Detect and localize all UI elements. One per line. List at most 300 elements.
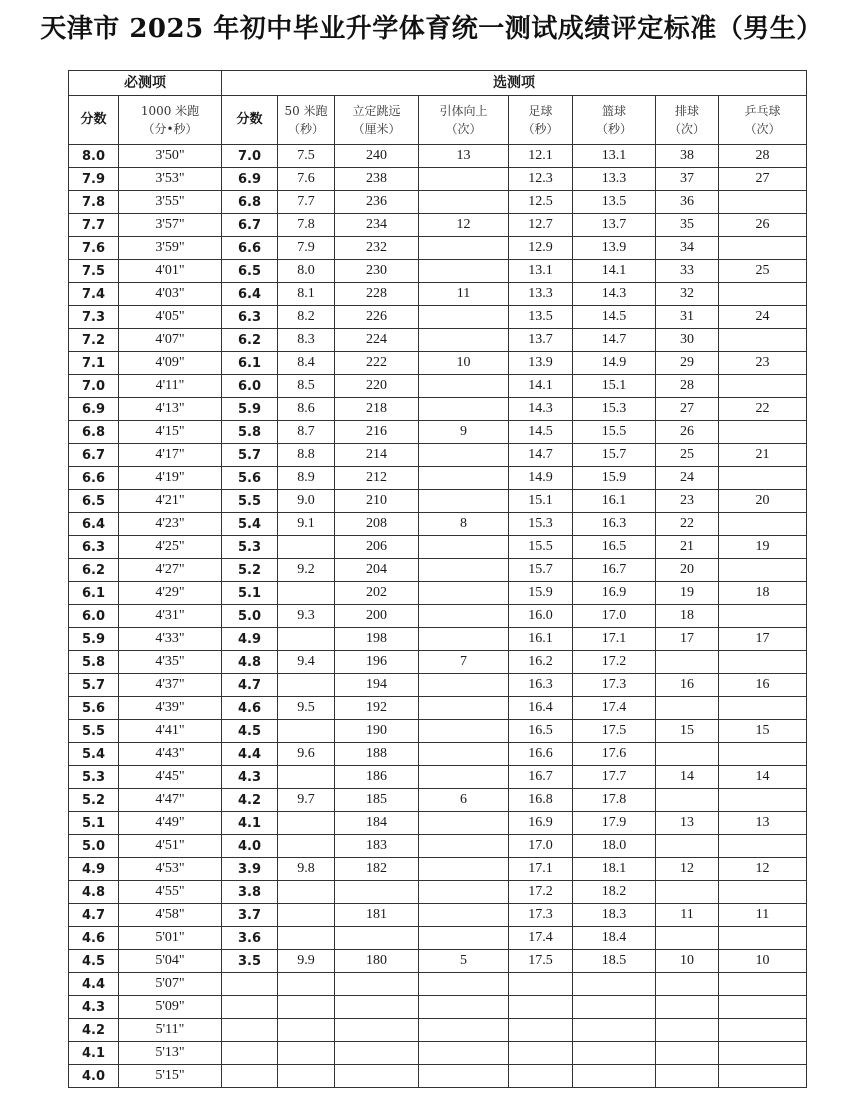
basketball-cell: 17.3 — [573, 674, 656, 697]
football-cell: 14.5 — [509, 421, 573, 444]
run-1000m-cell: 4'47" — [119, 789, 222, 812]
required-score-cell: 7.5 — [69, 260, 119, 283]
volleyball-cell: 12 — [656, 858, 719, 881]
volleyball-cell: 20 — [656, 559, 719, 582]
basketball-cell: 14.7 — [573, 329, 656, 352]
table-tennis-cell: 10 — [719, 950, 807, 973]
table-row — [69, 605, 807, 628]
run-1000m-cell: 4'55" — [119, 881, 222, 904]
football-cell: 15.9 — [509, 582, 573, 605]
required-score-cell: 7.0 — [69, 375, 119, 398]
pull-up-cell — [419, 973, 509, 996]
required-score-cell: 6.0 — [69, 605, 119, 628]
pull-up-cell — [419, 743, 509, 766]
run-1000m-cell: 5'07" — [119, 973, 222, 996]
sprint-50m-cell — [278, 674, 335, 697]
pull-up-cell — [419, 582, 509, 605]
run-1000m-cell: 4'53" — [119, 858, 222, 881]
run-1000m-cell: 5'01" — [119, 927, 222, 950]
table-tennis-cell — [719, 996, 807, 1019]
run-1000m-cell: 4'11" — [119, 375, 222, 398]
table-row — [69, 697, 807, 720]
pull-up-cell — [419, 904, 509, 927]
pull-up-cell: 8 — [419, 513, 509, 536]
long-jump-cell: 232 — [335, 237, 419, 260]
basketball-cell: 13.7 — [573, 214, 656, 237]
table-tennis-cell — [719, 237, 807, 260]
run-1000m-cell: 4'37" — [119, 674, 222, 697]
football-cell: 12.9 — [509, 237, 573, 260]
required-score-cell: 4.6 — [69, 927, 119, 950]
run-1000m-cell: 5'09" — [119, 996, 222, 1019]
table-row — [69, 214, 807, 237]
volleyball-cell: 27 — [656, 398, 719, 421]
table-row — [69, 1065, 807, 1088]
required-score-cell: 4.8 — [69, 881, 119, 904]
table-row — [69, 927, 807, 950]
optional-score-cell: 5.8 — [222, 421, 278, 444]
pull-up-cell — [419, 812, 509, 835]
table-row — [69, 628, 807, 651]
table-tennis-cell — [719, 513, 807, 536]
table-tennis-cell: 17 — [719, 628, 807, 651]
sprint-50m-cell — [278, 927, 335, 950]
sprint-50m-cell: 9.2 — [278, 559, 335, 582]
long-jump-cell: 216 — [335, 421, 419, 444]
sprint-50m-cell: 9.9 — [278, 950, 335, 973]
run-1000m-cell: 4'29" — [119, 582, 222, 605]
required-score-cell: 4.3 — [69, 996, 119, 1019]
pull-up-cell — [419, 168, 509, 191]
basketball-cell: 18.5 — [573, 950, 656, 973]
football-cell: 16.4 — [509, 697, 573, 720]
sprint-50m-cell: 8.3 — [278, 329, 335, 352]
basketball-cell: 15.5 — [573, 421, 656, 444]
required-score-cell: 4.7 — [69, 904, 119, 927]
run-1000m-cell: 4'51" — [119, 835, 222, 858]
run-1000m-cell: 4'09" — [119, 352, 222, 375]
basketball-cell: 16.7 — [573, 559, 656, 582]
run-1000m-cell: 4'43" — [119, 743, 222, 766]
table-tennis-cell: 21 — [719, 444, 807, 467]
required-score-cell: 6.7 — [69, 444, 119, 467]
basketball-cell: 17.2 — [573, 651, 656, 674]
basketball-cell: 14.5 — [573, 306, 656, 329]
table-row — [69, 904, 807, 927]
football-cell: 13.7 — [509, 329, 573, 352]
required-score-cell: 5.2 — [69, 789, 119, 812]
volleyball-cell — [656, 996, 719, 1019]
table-tennis-cell: 12 — [719, 858, 807, 881]
required-score-cell: 6.6 — [69, 467, 119, 490]
volleyball-cell: 14 — [656, 766, 719, 789]
football-cell: 14.3 — [509, 398, 573, 421]
football-cell: 16.3 — [509, 674, 573, 697]
required-score-cell: 5.3 — [69, 766, 119, 789]
table-row — [69, 1042, 807, 1065]
football-cell: 12.5 — [509, 191, 573, 214]
sprint-50m-cell — [278, 996, 335, 1019]
volleyball-header: 排球 （次） — [656, 96, 719, 145]
pull-up-cell — [419, 697, 509, 720]
optional-score-header: 分数 — [222, 96, 278, 145]
table-tennis-cell — [719, 835, 807, 858]
sprint-50m-cell — [278, 973, 335, 996]
football-cell: 12.7 — [509, 214, 573, 237]
run-1000m-cell: 4'33" — [119, 628, 222, 651]
sprint-50m-cell: 9.7 — [278, 789, 335, 812]
volleyball-cell: 19 — [656, 582, 719, 605]
sprint-50m-cell: 9.1 — [278, 513, 335, 536]
football-header: 足球 （秒） — [509, 96, 573, 145]
long-jump-cell: 240 — [335, 145, 419, 168]
required-score-cell: 8.0 — [69, 145, 119, 168]
long-jump-cell — [335, 973, 419, 996]
pull-up-cell — [419, 720, 509, 743]
long-jump-cell: 196 — [335, 651, 419, 674]
basketball-cell: 15.9 — [573, 467, 656, 490]
long-jump-cell: 238 — [335, 168, 419, 191]
required-score-cell: 5.5 — [69, 720, 119, 743]
football-cell: 13.3 — [509, 283, 573, 306]
optional-score-cell: 4.4 — [222, 743, 278, 766]
sprint-50m-cell — [278, 881, 335, 904]
pull-up-cell — [419, 536, 509, 559]
football-cell: 16.6 — [509, 743, 573, 766]
table-tennis-cell: 25 — [719, 260, 807, 283]
basketball-cell: 13.5 — [573, 191, 656, 214]
table-tennis-cell: 19 — [719, 536, 807, 559]
football-cell: 17.4 — [509, 927, 573, 950]
optional-score-cell: 5.4 — [222, 513, 278, 536]
required-score-cell: 6.8 — [69, 421, 119, 444]
sprint-50m-cell: 8.8 — [278, 444, 335, 467]
volleyball-cell: 37 — [656, 168, 719, 191]
optional-score-cell: 6.3 — [222, 306, 278, 329]
required-score-header: 分数 — [69, 96, 119, 145]
volleyball-cell: 10 — [656, 950, 719, 973]
sprint-50m-cell: 8.1 — [278, 283, 335, 306]
football-cell: 13.5 — [509, 306, 573, 329]
sprint-50m-cell — [278, 812, 335, 835]
basketball-cell: 15.1 — [573, 375, 656, 398]
long-jump-cell: 234 — [335, 214, 419, 237]
table-tennis-cell: 28 — [719, 145, 807, 168]
required-score-cell: 7.4 — [69, 283, 119, 306]
table-row — [69, 490, 807, 513]
optional-score-cell: 5.9 — [222, 398, 278, 421]
volleyball-cell: 35 — [656, 214, 719, 237]
sprint-50m-cell — [278, 582, 335, 605]
pull-up-cell — [419, 237, 509, 260]
long-jump-cell — [335, 1042, 419, 1065]
table-tennis-cell: 23 — [719, 352, 807, 375]
run-1000m-cell: 3'57" — [119, 214, 222, 237]
table-tennis-cell: 24 — [719, 306, 807, 329]
table-row — [69, 283, 807, 306]
optional-score-cell: 4.7 — [222, 674, 278, 697]
table-row — [69, 835, 807, 858]
pull-up-cell: 10 — [419, 352, 509, 375]
pull-up-cell — [419, 398, 509, 421]
table-row — [69, 674, 807, 697]
volleyball-cell: 31 — [656, 306, 719, 329]
volleyball-cell: 33 — [656, 260, 719, 283]
table-row — [69, 766, 807, 789]
long-jump-cell: 208 — [335, 513, 419, 536]
volleyball-cell — [656, 881, 719, 904]
football-cell — [509, 1065, 573, 1088]
sprint-50m-cell: 7.6 — [278, 168, 335, 191]
pull-up-cell — [419, 1042, 509, 1065]
document-title: 天津市 2025 年初中毕业升学体育统一测试成绩评定标准（男生） — [40, 14, 823, 44]
sprint-50m-cell: 9.3 — [278, 605, 335, 628]
volleyball-cell — [656, 1019, 719, 1042]
optional-score-cell: 6.9 — [222, 168, 278, 191]
volleyball-cell: 32 — [656, 283, 719, 306]
table-tennis-cell — [719, 329, 807, 352]
sprint-50m-cell: 7.9 — [278, 237, 335, 260]
run-1000m-cell: 4'01" — [119, 260, 222, 283]
table-tennis-cell: 15 — [719, 720, 807, 743]
pull-up-cell — [419, 260, 509, 283]
optional-score-cell — [222, 1065, 278, 1088]
football-cell: 17.1 — [509, 858, 573, 881]
required-score-cell: 7.9 — [69, 168, 119, 191]
run-1000m-cell: 4'58" — [119, 904, 222, 927]
optional-score-cell — [222, 1019, 278, 1042]
football-cell — [509, 996, 573, 1019]
long-jump-cell: 194 — [335, 674, 419, 697]
pull-up-cell — [419, 674, 509, 697]
sprint-50m-cell: 8.2 — [278, 306, 335, 329]
basketball-cell — [573, 996, 656, 1019]
volleyball-cell — [656, 973, 719, 996]
required-score-cell: 6.4 — [69, 513, 119, 536]
volleyball-cell: 23 — [656, 490, 719, 513]
run-1000m-cell: 4'19" — [119, 467, 222, 490]
volleyball-cell — [656, 1065, 719, 1088]
table-row — [69, 168, 807, 191]
volleyball-cell: 36 — [656, 191, 719, 214]
long-jump-cell: 230 — [335, 260, 419, 283]
volleyball-cell — [656, 1042, 719, 1065]
table-tennis-cell — [719, 605, 807, 628]
pull-up-cell — [419, 444, 509, 467]
sprint-50m-cell — [278, 1065, 335, 1088]
optional-score-cell: 7.0 — [222, 145, 278, 168]
run-1000m-cell: 5'04" — [119, 950, 222, 973]
basketball-cell: 17.6 — [573, 743, 656, 766]
basketball-cell: 15.7 — [573, 444, 656, 467]
optional-score-cell: 4.8 — [222, 651, 278, 674]
optional-score-cell: 4.1 — [222, 812, 278, 835]
pull-up-cell — [419, 375, 509, 398]
long-jump-cell: 198 — [335, 628, 419, 651]
required-score-cell: 7.6 — [69, 237, 119, 260]
pull-up-cell: 9 — [419, 421, 509, 444]
required-score-cell: 7.8 — [69, 191, 119, 214]
basketball-cell: 17.5 — [573, 720, 656, 743]
table-row — [69, 559, 807, 582]
sprint-50m-cell — [278, 904, 335, 927]
run-1000m-cell: 4'45" — [119, 766, 222, 789]
table-body — [69, 145, 807, 1088]
optional-score-cell: 6.8 — [222, 191, 278, 214]
long-jump-cell: 184 — [335, 812, 419, 835]
football-cell: 17.3 — [509, 904, 573, 927]
optional-score-cell: 3.7 — [222, 904, 278, 927]
pull-up-cell — [419, 835, 509, 858]
required-score-cell: 5.8 — [69, 651, 119, 674]
table-row — [69, 973, 807, 996]
table-tennis-cell: 20 — [719, 490, 807, 513]
run-1000m-cell: 4'35" — [119, 651, 222, 674]
football-cell: 17.0 — [509, 835, 573, 858]
sprint-50m-cell: 9.8 — [278, 858, 335, 881]
optional-score-cell: 4.5 — [222, 720, 278, 743]
long-jump-cell — [335, 996, 419, 1019]
basketball-cell — [573, 1042, 656, 1065]
volleyball-cell: 22 — [656, 513, 719, 536]
volleyball-cell: 13 — [656, 812, 719, 835]
long-jump-cell — [335, 1019, 419, 1042]
basketball-cell: 17.0 — [573, 605, 656, 628]
run-1000m-cell: 4'41" — [119, 720, 222, 743]
pull-up-cell — [419, 605, 509, 628]
table-row — [69, 513, 807, 536]
basketball-cell: 18.4 — [573, 927, 656, 950]
pull-up-cell: 6 — [419, 789, 509, 812]
table-tennis-cell — [719, 421, 807, 444]
sprint-50m-cell: 9.4 — [278, 651, 335, 674]
volleyball-cell: 16 — [656, 674, 719, 697]
football-cell: 13.9 — [509, 352, 573, 375]
required-group-header: 必测项 — [69, 71, 222, 96]
long-jump-cell: 190 — [335, 720, 419, 743]
run-1000m-cell: 4'03" — [119, 283, 222, 306]
run-1000m-cell: 4'13" — [119, 398, 222, 421]
sprint-50m-cell — [278, 1019, 335, 1042]
table-tennis-cell: 13 — [719, 812, 807, 835]
basketball-cell: 14.9 — [573, 352, 656, 375]
optional-score-cell: 4.2 — [222, 789, 278, 812]
required-score-cell: 6.5 — [69, 490, 119, 513]
table-row — [69, 881, 807, 904]
basketball-cell: 13.3 — [573, 168, 656, 191]
pull-up-cell: 11 — [419, 283, 509, 306]
optional-score-cell: 5.7 — [222, 444, 278, 467]
football-cell — [509, 1042, 573, 1065]
optional-score-cell: 5.2 — [222, 559, 278, 582]
required-score-cell: 6.9 — [69, 398, 119, 421]
table-row — [69, 1019, 807, 1042]
run-1000m-cell: 5'13" — [119, 1042, 222, 1065]
basketball-cell: 16.3 — [573, 513, 656, 536]
required-score-cell: 4.1 — [69, 1042, 119, 1065]
optional-score-cell — [222, 1042, 278, 1065]
table-tennis-cell: 18 — [719, 582, 807, 605]
basketball-cell: 18.0 — [573, 835, 656, 858]
standing-long-jump-header: 立定跳远 （厘米） — [335, 96, 419, 145]
basketball-cell: 14.1 — [573, 260, 656, 283]
long-jump-cell: 226 — [335, 306, 419, 329]
volleyball-cell: 25 — [656, 444, 719, 467]
table-row — [69, 237, 807, 260]
table-row — [69, 996, 807, 1019]
table-row — [69, 260, 807, 283]
required-score-cell: 7.3 — [69, 306, 119, 329]
optional-score-cell — [222, 973, 278, 996]
table-row — [69, 191, 807, 214]
long-jump-cell: 206 — [335, 536, 419, 559]
table-row — [69, 375, 807, 398]
basketball-cell: 17.7 — [573, 766, 656, 789]
required-score-cell: 4.5 — [69, 950, 119, 973]
long-jump-cell: 182 — [335, 858, 419, 881]
optional-score-cell: 6.2 — [222, 329, 278, 352]
table-tennis-cell — [719, 651, 807, 674]
long-jump-cell: 183 — [335, 835, 419, 858]
football-cell: 16.5 — [509, 720, 573, 743]
run-1000m-cell: 4'21" — [119, 490, 222, 513]
table-tennis-cell — [719, 789, 807, 812]
table-tennis-cell — [719, 1019, 807, 1042]
football-cell: 16.9 — [509, 812, 573, 835]
run-1000m-cell: 3'53" — [119, 168, 222, 191]
sprint-50m-cell — [278, 536, 335, 559]
basketball-cell: 16.1 — [573, 490, 656, 513]
long-jump-cell: 210 — [335, 490, 419, 513]
optional-score-cell: 3.5 — [222, 950, 278, 973]
volleyball-cell: 28 — [656, 375, 719, 398]
pull-up-cell — [419, 628, 509, 651]
table-row — [69, 812, 807, 835]
basketball-cell: 18.3 — [573, 904, 656, 927]
optional-score-cell: 3.6 — [222, 927, 278, 950]
long-jump-cell: 220 — [335, 375, 419, 398]
table-row — [69, 306, 807, 329]
pull-up-cell: 5 — [419, 950, 509, 973]
long-jump-cell: 212 — [335, 467, 419, 490]
volleyball-cell — [656, 835, 719, 858]
required-score-cell: 5.6 — [69, 697, 119, 720]
table-tennis-cell — [719, 697, 807, 720]
table-tennis-cell: 14 — [719, 766, 807, 789]
optional-score-cell: 5.5 — [222, 490, 278, 513]
table-row — [69, 789, 807, 812]
volleyball-cell: 34 — [656, 237, 719, 260]
football-cell: 14.9 — [509, 467, 573, 490]
run-1000m-cell: 4'25" — [119, 536, 222, 559]
table-tennis-cell — [719, 743, 807, 766]
long-jump-cell: 224 — [335, 329, 419, 352]
pull-up-cell — [419, 1019, 509, 1042]
optional-score-cell: 4.0 — [222, 835, 278, 858]
pull-up-cell — [419, 329, 509, 352]
table-row — [69, 858, 807, 881]
run-1000m-cell: 4'31" — [119, 605, 222, 628]
table-tennis-cell: 11 — [719, 904, 807, 927]
basketball-cell: 13.9 — [573, 237, 656, 260]
volleyball-cell: 26 — [656, 421, 719, 444]
long-jump-cell: 188 — [335, 743, 419, 766]
basketball-cell: 16.9 — [573, 582, 656, 605]
table-row — [69, 582, 807, 605]
score-standard-table — [68, 70, 807, 1088]
football-cell — [509, 973, 573, 996]
table-row — [69, 352, 807, 375]
